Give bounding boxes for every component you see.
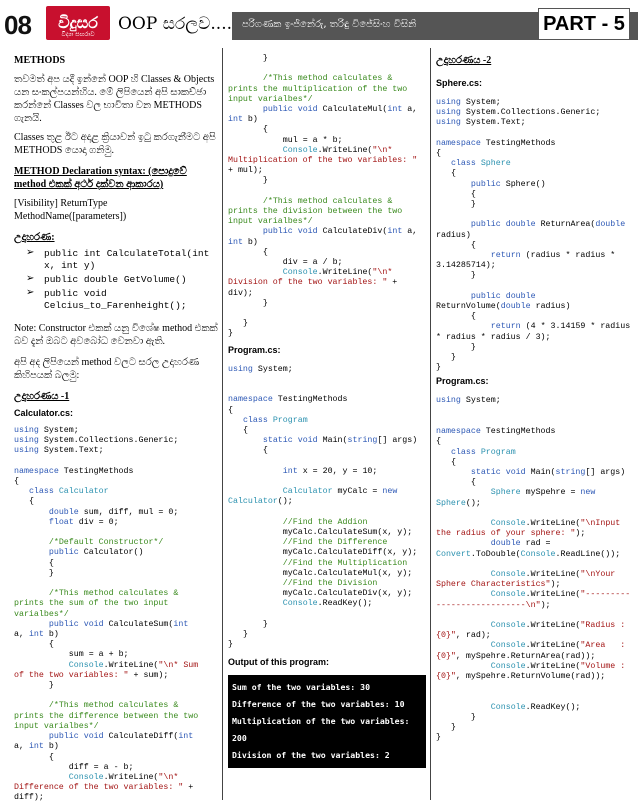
calculator-file-label: Calculator.cs: [14,408,74,418]
console-line: Multiplication of the two variables: 200 [232,716,410,744]
calculator-code: using System; using System.Collections.Generic; using System.Text; namespace TestingMethods { class Calculator { double sum, diff, mul = 0; float div = 0; /*Default Constructor*/ public Calculator() { } /*This method calculates & prints the sum of the two input varialbes*/ public void CalculateSum(int a, int b) { sum = a + b; Console.WriteLine("\n* Sum of the two variables: " + sum); } /*This method calculates & prints the difference between the two input varialbes*/ public void CalculateDiff(int a, int b) { diff = a - b; Console.WriteLine("\n* Difference of the two variables: " + diff); [14,426,199,803]
console-output [228,675,426,768]
console-line: Sum of the two variables: 30 [232,682,371,693]
part-label: PART - 5 [538,8,630,40]
example-1-label: උදාහරණය -1 [14,391,70,402]
series-title: OOP සරලව.... [118,14,233,34]
calculator-code-continued: } /*This method calculates & prints the multiplication of the two input varialbes*/ public void CalculateMul(int a, int b) { mul = a * b; Console.WriteLine("\n* Multiplication of the two variables: " + mul); } /*This method calculates & prints the division between the two input varialbes*/ public void CalculateDiv(int a, int b) { div = a / b; Console.WriteLine("\n* Division of the two variables: " + div); } } } [228,54,418,339]
intro-paragraph: තවමත් අප යදී ඉන්නේ OOP හි Classes & Objects යන සංකල්පයන්හිය. මේ ලිපියෙන් අපි සාකච්ඡා කරන්නේ Classes වල භාවිතා වන METHODS ගැනයි. [14,74,215,124]
syntax-line: [Visibility] ReturnType MethodName([parameters]) [14,198,127,222]
examples-intro: අපි අද ලිපියෙන් method වලට සරල උදාහරණ කිහිපයක් බලමු: [14,357,200,381]
column-2 [228,54,424,768]
output-label: Output of this program: [228,657,329,668]
column-1 [14,54,220,804]
column-divider [222,48,223,800]
program-file-label: Program.cs: [228,344,281,355]
sphere-code: using System; using System.Collections.Generic; using System.Text; namespace TestingMethods { class Sphere { public Sphere() { } public double ReturnArea(double radius) { return (radius * radius * 3.14285714); } public double ReturnVolume(double radius) { return (4 * 3.14159 * radius * radius * radius / 3); } } } [436,98,631,373]
program-code-2: using System; namespace TestingMethods { class Program { static void Main(string[] args) { Sphere mySpehre = new Sphere(); Console.WriteLine("\nInput the radius of your sphere: "); double rad = Convert.ToDouble(Console.ReadLine()); Console.WriteLine("\nYour Sphere Characteristics"); Console.WriteLine("--------- ------------------\n"); Console.WriteLine("Radius : {0}", rad); Console.WriteLine("Area : {0}", mySpehre.ReturnArea(rad)); Console.WriteLine("Volume : {0}", mySpehre.ReturnVolume(rad)); Console.ReadKey(); } } } [436,396,631,743]
console-line: Division of the two variables: 2 [232,750,390,761]
example-label: උදාහරණ: [14,232,55,243]
constructor-note: Note: Constructor එකක් යනු විශේෂ method එකක් බව දැන් ඔබට අවබෝධ වෙනවා ඇති. [14,323,218,347]
author-credit: පරිගණක ඉංජිනේරු, තරිඳු විජේසිංහ විසිනි [242,19,417,30]
console-line: Difference of the two variables: 10 [232,699,405,710]
issue-number: 08 [4,10,31,40]
example-2-label: උදාහරණය -2 [436,55,492,66]
list-item: ➢ public void Celcius_to_Farenheight(); [14,288,220,312]
list-item: ➢ public int CalculateTotal(int x, int y) [14,248,220,272]
page-header [0,0,638,48]
list-item: ➢ public double GetVolume() [14,274,220,286]
methods-paragraph: Classes තුළ ඊට අදාළ ක්‍රියාවන් ඉටු කරගැනීමට අපි METHODS යොදා ගනිමු. [14,132,216,156]
logo-text: විදුසර [58,13,98,32]
logo-subtitle: විද්‍යා සඟරාව [61,31,95,38]
program-file-label-2: Program.cs: [436,376,489,387]
program-code: using System; namespace TestingMethods { class Program { static void Main(string[] args) { int x = 20, y = 10; Calculator myCalc = new Calculator(); //Find the Addion myCalc.CalculateSum(x, y); //Find the Difference myCalc.CalculateDiff(x, y); //Find the Multiplication myCalc.CalculateMul(x, y); //Find the Division myCalc.CalculateDiv(x, y); Console.ReadKey(); } } } [228,364,418,650]
author-banner [232,12,638,40]
column-3 [436,54,632,743]
column-divider [430,48,431,800]
magazine-logo [46,6,110,40]
sphere-file-label: Sphere.cs: [436,78,483,88]
section-heading: METHODS [14,55,66,66]
syntax-title: METHOD Declaration syntax: (පොදුවේ method එකක් අර්ථ දක්වන ආකාරය) [14,166,187,190]
method-examples [14,248,220,312]
